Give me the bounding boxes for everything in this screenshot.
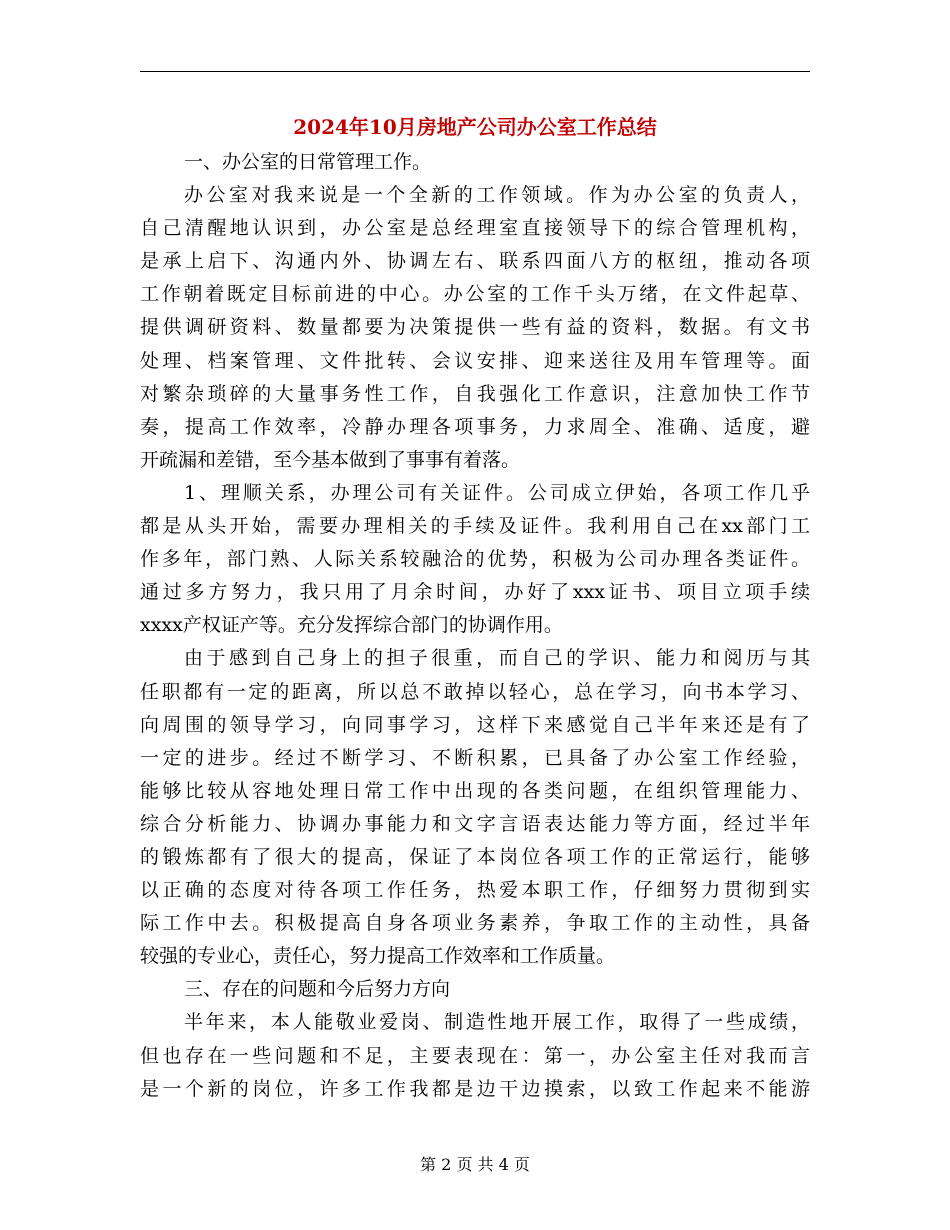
document-body — [140, 146, 810, 1106]
body-line: 一定的进步。经过不断学习、不断积累，已具备了办公室工作经验， — [140, 746, 810, 769]
body-line: 奏，提高工作效率，冷静办理各项事务，力求周全、准确、适度，避 — [140, 415, 810, 438]
body-line: 任职都有一定的距离，所以总不敢掉以轻心，总在学习，向书本学习、 — [140, 680, 810, 703]
body-line: 开疏漏和差错，至今基本做到了事事有着落。 — [140, 448, 521, 471]
body-line: 较强的专业心，责任心，努力提高工作效率和工作质量。 — [140, 945, 616, 968]
body-line: 但也存在一些问题和不足，主要表现在：第一，办公室主任对我而言 — [140, 1044, 810, 1067]
body-line: 处理、档案管理、文件批转、会议安排、迎来送往及用车管理等。面 — [140, 349, 810, 372]
body-line: 际工作中去。积极提高自身各项业务素养，争取工作的主动性，具备 — [140, 912, 810, 935]
document-title: 2024年10月房地产公司办公室工作总结 — [293, 115, 657, 139]
body-line: 办公室对我来说是一个全新的工作领域。作为办公室的负责人， — [184, 184, 810, 207]
body-line: 提供调研资料、数量都要为决策提供一些有益的资料，数据。有文书 — [140, 316, 810, 339]
header-rule — [140, 71, 810, 72]
body-line: 通过多方努力，我只用了月余时间，办好了xxx证书、项目立项手续 — [140, 581, 810, 604]
body-line: 综合分析能力、协调办事能力和文字言语表达能力等方面，经过半年 — [140, 812, 810, 835]
body-line: 能够比较从容地处理日常工作中出现的各类问题，在组织管理能力、 — [140, 779, 810, 802]
body-line: 是一个新的岗位，许多工作我都是边干边摸索，以致工作起来不能游 — [140, 1077, 810, 1100]
body-line: 由于感到自己身上的担子很重，而自己的学识、能力和阅历与其 — [184, 647, 810, 670]
section-heading-1: 一、办公室的日常管理工作。 — [184, 151, 432, 173]
page-footer: 第 2 页 共 4 页 — [420, 1155, 530, 1174]
section-heading-3: 三、存在的问题和今后努力方向 — [184, 978, 451, 1001]
body-line: 半年来，本人能敬业爱岗、制造性地开展工作，取得了一些成绩， — [184, 1011, 810, 1034]
body-line: 都是从头开始，需要办理相关的手续及证件。我利用自己在xx部门工 — [140, 515, 810, 538]
body-line: 是承上启下、沟通内外、协调左右、联系四面八方的枢纽，推动各项 — [140, 250, 810, 273]
body-line: 向周围的领导学习，向同事学习，这样下来感觉自己半年来还是有了 — [140, 713, 810, 736]
body-line: 以正确的态度对待各项工作任务，热爱本职工作，仔细努力贯彻到实 — [140, 879, 810, 902]
body-line: 作多年，部门熟、人际关系较融洽的优势，积极为公司办理各类证件。 — [140, 548, 810, 571]
body-line: 自己清醒地认识到，办公室是总经理室直接领导下的综合管理机构， — [140, 217, 810, 240]
body-line: 工作朝着既定目标前进的中心。办公室的工作千头万绪，在文件起草、 — [140, 283, 810, 306]
body-line: 对繁杂琐碎的大量事务性工作，自我强化工作意识，注意加快工作节 — [140, 382, 810, 405]
body-line: 的锻炼都有了很大的提高，保证了本岗位各项工作的正常运行，能够 — [140, 845, 810, 868]
body-line: 1、理顺关系，办理公司有关证件。公司成立伊始，各项工作几乎 — [184, 481, 810, 504]
body-line: xxxx产权证产等。充分发挥综合部门的协调作用。 — [140, 614, 563, 637]
